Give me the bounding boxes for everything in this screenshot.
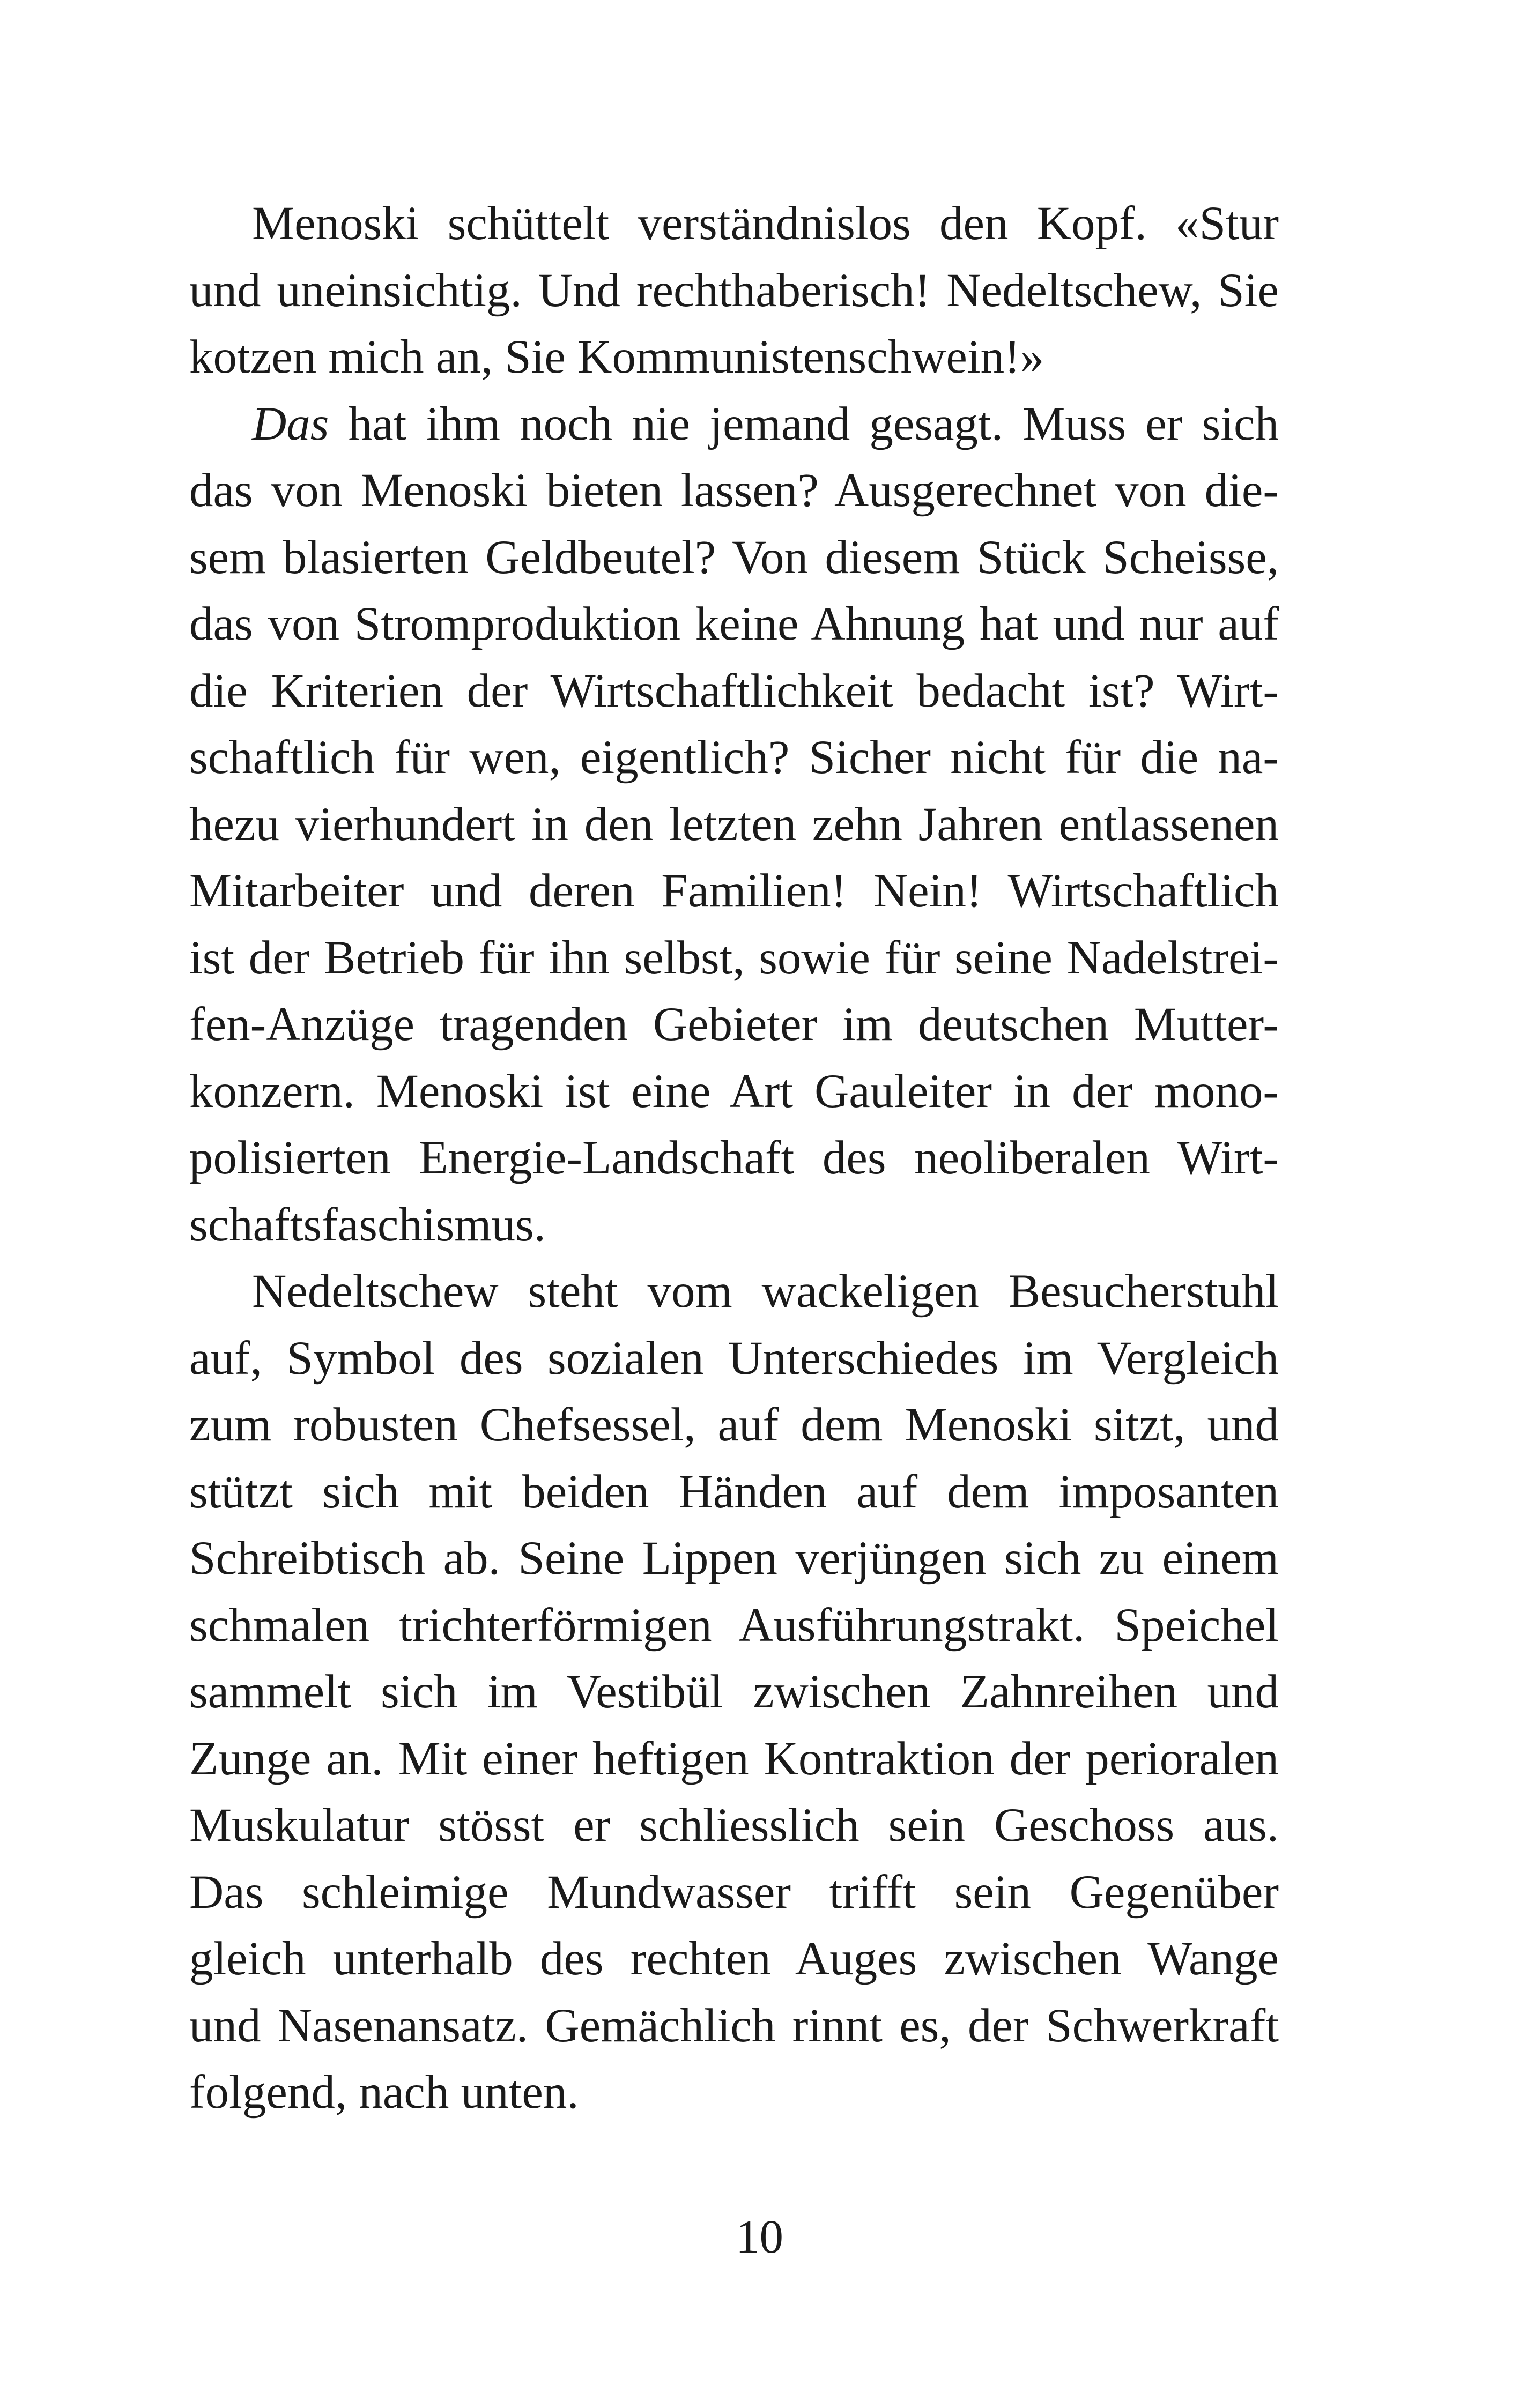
text-line: und Nasenansatz. Gemächlich rinnt es, der Schwerkraft	[189, 1999, 1279, 2052]
text-line: fen-Anzüge tragenden Gebieter im deutschen Mutter-	[189, 998, 1279, 1051]
text-line: schaftlich für wen, eigentlich? Sicher nicht für die na-	[189, 731, 1279, 784]
italic-word: Das	[252, 397, 329, 450]
text-line: polisierten Energie-Landschaft des neoliberalen Wirt-	[189, 1132, 1279, 1184]
text-line-rest: hat ihm noch nie jemand gesagt. Muss er sich	[329, 397, 1279, 450]
text-line: und uneinsichtig. Und rechthaberisch! Nedeltschew, Sie	[189, 264, 1279, 317]
text-line: stützt sich mit beiden Händen auf dem imposanten	[189, 1465, 1279, 1518]
text-line: kotzen mich an, Sie Kommunistenschwein!»	[189, 331, 1044, 383]
text-line: ist der Betrieb für ihn selbst, sowie für seine Nadelstrei-	[189, 931, 1279, 984]
text-line: schaftsfaschismus.	[189, 1198, 546, 1251]
text-line: sammelt sich im Vestibül zwischen Zahnreihen und	[189, 1666, 1279, 1718]
text-line: Das schleimige Mundwasser trifft sein Gegenüber	[189, 1866, 1279, 1919]
text-line: Muskulatur stösst er schliesslich sein Geschoss aus.	[189, 1799, 1279, 1852]
text-line	[189, 391, 1279, 458]
text-line: Mitarbeiter und deren Familien! Nein! Wirtschaftlich	[189, 865, 1279, 917]
text-line: das von Stromproduktion keine Ahnung hat und nur auf	[189, 598, 1279, 650]
text-line: Schreibtisch ab. Seine Lippen verjüngen sich zu einem	[189, 1532, 1279, 1585]
body-text	[189, 190, 1279, 2126]
text-line: Zunge an. Mit einer heftigen Kontraktion der perioralen	[189, 1732, 1279, 1785]
text-line: schmalen trichterförmigen Ausführungstrakt. Speichel	[189, 1599, 1279, 1652]
text-line: Menoski schüttelt verständnislos den Kopf. «Stur	[252, 197, 1279, 250]
text-line: konzern. Menoski ist eine Art Gauleiter in der mono-	[189, 1065, 1279, 1118]
text-line: die Kriterien der Wirtschaftlichkeit bedacht ist? Wirt-	[189, 664, 1279, 717]
text-line: zum robusten Chefsessel, auf dem Menoski sitzt, und	[189, 1399, 1279, 1451]
text-line: gleich unterhalb des rechten Auges zwischen Wange	[189, 1933, 1279, 1985]
text-line: das von Menoski bieten lassen? Ausgerechnet von die-	[189, 464, 1279, 517]
page-number: 10	[736, 2211, 783, 2263]
text-line: sem blasierten Geldbeutel? Von diesem Stück Scheisse,	[189, 531, 1279, 584]
text-line: auf, Symbol des sozialen Unterschiedes im Vergleich	[189, 1332, 1279, 1385]
text-line: folgend, nach unten.	[189, 2066, 579, 2119]
text-line: Nedeltschew steht vom wackeligen Besucherstuhl	[252, 1265, 1279, 1318]
text-line: hezu vierhundert in den letzten zehn Jahren entlassenen	[189, 798, 1279, 851]
